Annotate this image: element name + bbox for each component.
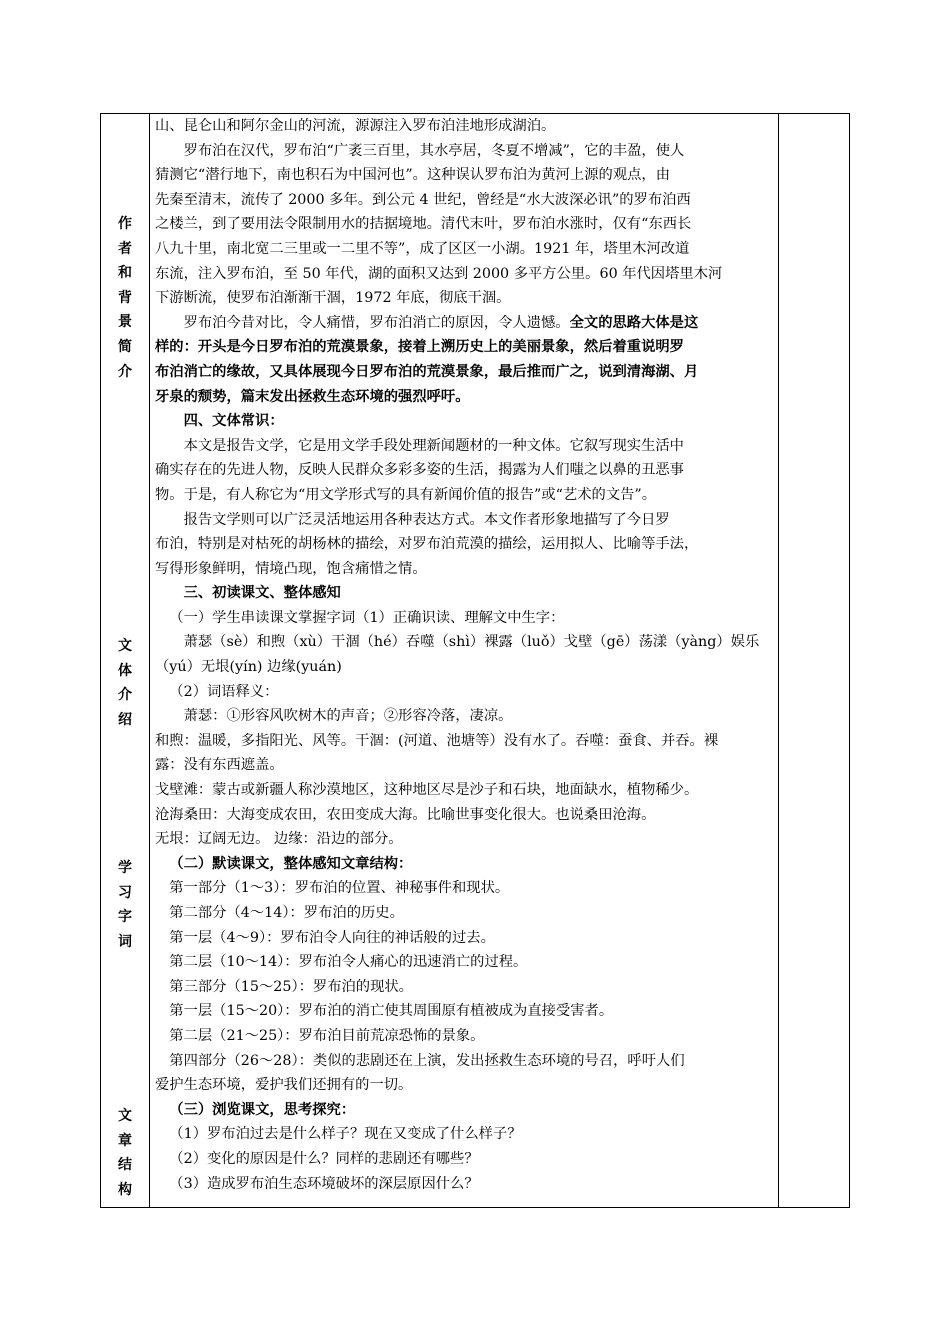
text-line: 八九十里，南北宽二三里或一二里不等”，成了区区一小湖。1921 年，塔里木河改道 xyxy=(155,240,690,257)
text-line: 沧海桑田：大海变成农田，农田变成大海。比喻世事变化很大。也说桑田沧海。 xyxy=(155,806,656,823)
text-line: 确实存在的先进人物，反映人民群众多彩多姿的生活，揭露为人们嗤之以鼻的丑恶事 xyxy=(155,462,684,479)
text-line: （3）造成罗布泊生态环境破坏的深层原因什么？ xyxy=(169,1175,479,1192)
column-divider-right xyxy=(778,114,779,1207)
label-genre-intro: 文 体 介 绍 xyxy=(118,638,132,728)
text-line: 下游断流，使罗布泊渐渐干涸，1972 年底，彻底干涸。 xyxy=(155,290,511,307)
text-line: 之楼兰，到了要用法令限制用水的拮据境地。清代末叶，罗布泊水涨时，仅有“东西长 xyxy=(155,216,692,233)
bold-text-run: 全文的思路大体是这 xyxy=(569,314,699,331)
lesson-table xyxy=(100,113,850,1208)
text-line: 第二层（21～25）：罗布泊目前荒凉恐怖的景象。 xyxy=(169,1027,485,1044)
text-line: 戈壁滩：蒙古或新疆人称沙漠地区，这种地区尽是沙子和石块，地面缺水，植物稀少。 xyxy=(155,782,699,799)
text-line: 第三部分（15～25）：罗布泊的现状。 xyxy=(169,978,413,995)
text-line: （2）词语释义： xyxy=(169,683,279,700)
label-article-structure: 文 章 结 构 xyxy=(118,1108,132,1198)
text-line: 布泊，特别是对枯死的胡杨林的描绘，对罗布泊荒漠的描绘，运用拟人、比喻等手法， xyxy=(155,536,699,553)
text-line: 罗布泊在汉代，罗布泊“广袤三百里，其水亭居，冬夏不增减”，它的丰盈，使人 xyxy=(183,142,685,159)
text-line: 物。于是，有人称它为“用文学形式写的具有新闻价值的报告”或“艺术的文告”。 xyxy=(155,486,657,503)
text-run: 罗布泊今昔对比，令人痛惜，罗布泊消亡的原因，令人遗憾。 xyxy=(183,314,570,331)
text-line: 第一层（4～9）：罗布泊令人向往的神话般的过去。 xyxy=(169,929,495,946)
section-heading: 四、文体常识： xyxy=(183,413,284,430)
text-line: 布泊消亡的缘故，又具体展现今日罗布泊的荒漠景象，最后推而广之，说到清海湖、月 xyxy=(155,363,699,380)
section-heading: （二）默读课文，整体感知文章结构： xyxy=(169,855,413,872)
text-line: 第二部分（4～14）：罗布泊的历史。 xyxy=(169,905,404,921)
text-line: （一）学生串读课文掌握字词（1）正确识读、理解文中生字： xyxy=(169,609,565,626)
text-line: 东流，注入罗布泊，至 50 年代，湖的面积又达到 2000 多平方公里。60 年代因塔里木河 xyxy=(155,265,723,282)
label-learn-words: 学 习 字 词 xyxy=(118,860,132,950)
text-line: 报告文学则可以广泛灵活地运用各种表达方式。本文作者形象地描写了今日罗 xyxy=(183,511,670,528)
text-line: （2）变化的原因是什么？同样的悲剧还有哪些？ xyxy=(169,1150,479,1167)
text-line: 和煦：温暖，多指阳光、风等。干涸：(河道、池塘等）没有水了。吞噬：蚕食、并吞。裸 xyxy=(155,732,719,749)
text-line: （1）罗布泊过去是什么样子？现在又变成了什么样子？ xyxy=(169,1126,522,1143)
text-line: 露：没有东西遮盖。 xyxy=(155,757,284,774)
text-line: 爱护生态环境，爱护我们还拥有的一切。 xyxy=(155,1077,413,1094)
section-heading: （三）浏览课文，思考探究： xyxy=(169,1101,356,1118)
text-line: 牙泉的颓势，篇末发出拯救生态环境的强烈呼吁。 xyxy=(155,388,470,405)
text-line: 写得形象鲜明，情境凸现，饱含痛惜之情。 xyxy=(155,560,427,577)
text-line: 本文是报告文学，它是用文学手段处理新闻题材的一种文体。它叙写现实生活中 xyxy=(183,437,684,454)
text-line: 萧瑟：①形容风吹树木的声音；②形容冷落，凄凉。 xyxy=(183,708,513,725)
text-line: 第一部分（1～3）：罗布泊的位置、神秘事件和现状。 xyxy=(169,880,510,897)
text-line: 样的：开头是今日罗布泊的荒漠景象，接着上溯历史上的美丽景象，然后着重说明罗 xyxy=(155,339,684,356)
text-line: 先秦至清末，流传了 2000 多年。到公元 4 世纪，曾经是“水大波深必讯”的罗布泊西 xyxy=(155,191,691,208)
label-author-background: 作 者 和 背 景 简 介 xyxy=(118,216,132,380)
text-line: 无垠：辽阔无边。 边缘：沿边的部分。 xyxy=(155,831,403,848)
text-line xyxy=(155,311,775,336)
text-line: 第一层（15～20）：罗布泊的消亡使其周围原有植被成为直接受害者。 xyxy=(169,1003,614,1020)
text-line: 第四部分（26～28）：类似的悲剧还在上演，发出拯救生态环境的号召，呼吁人们 xyxy=(169,1052,685,1069)
section-heading: 三、初读课文、整体感知 xyxy=(183,585,341,602)
lesson-content xyxy=(155,114,775,1196)
text-line: 萧瑟（sè）和煦（xù）干涸（hé）吞噬（shì）裸露（luǒ）戈壁（gē）荡漾（yàng）娱乐 xyxy=(183,634,760,651)
column-divider-left xyxy=(149,114,150,1207)
text-line: （yú）无垠(yín) 边缘(yuán) xyxy=(155,659,342,676)
text-line: 猜测它“潜行地下，南也积石为中国河也”。这种误认罗布泊为黄河上源的观点，由 xyxy=(155,167,671,184)
section-label-column xyxy=(101,114,149,1207)
text-line: 山、昆仑山和阿尔金山的河流，源源注入罗布泊洼地形成湖泊。 xyxy=(155,118,556,134)
text-line: 第二层（10～14）：罗布泊令人痛心的迅速消亡的过程。 xyxy=(169,954,528,971)
